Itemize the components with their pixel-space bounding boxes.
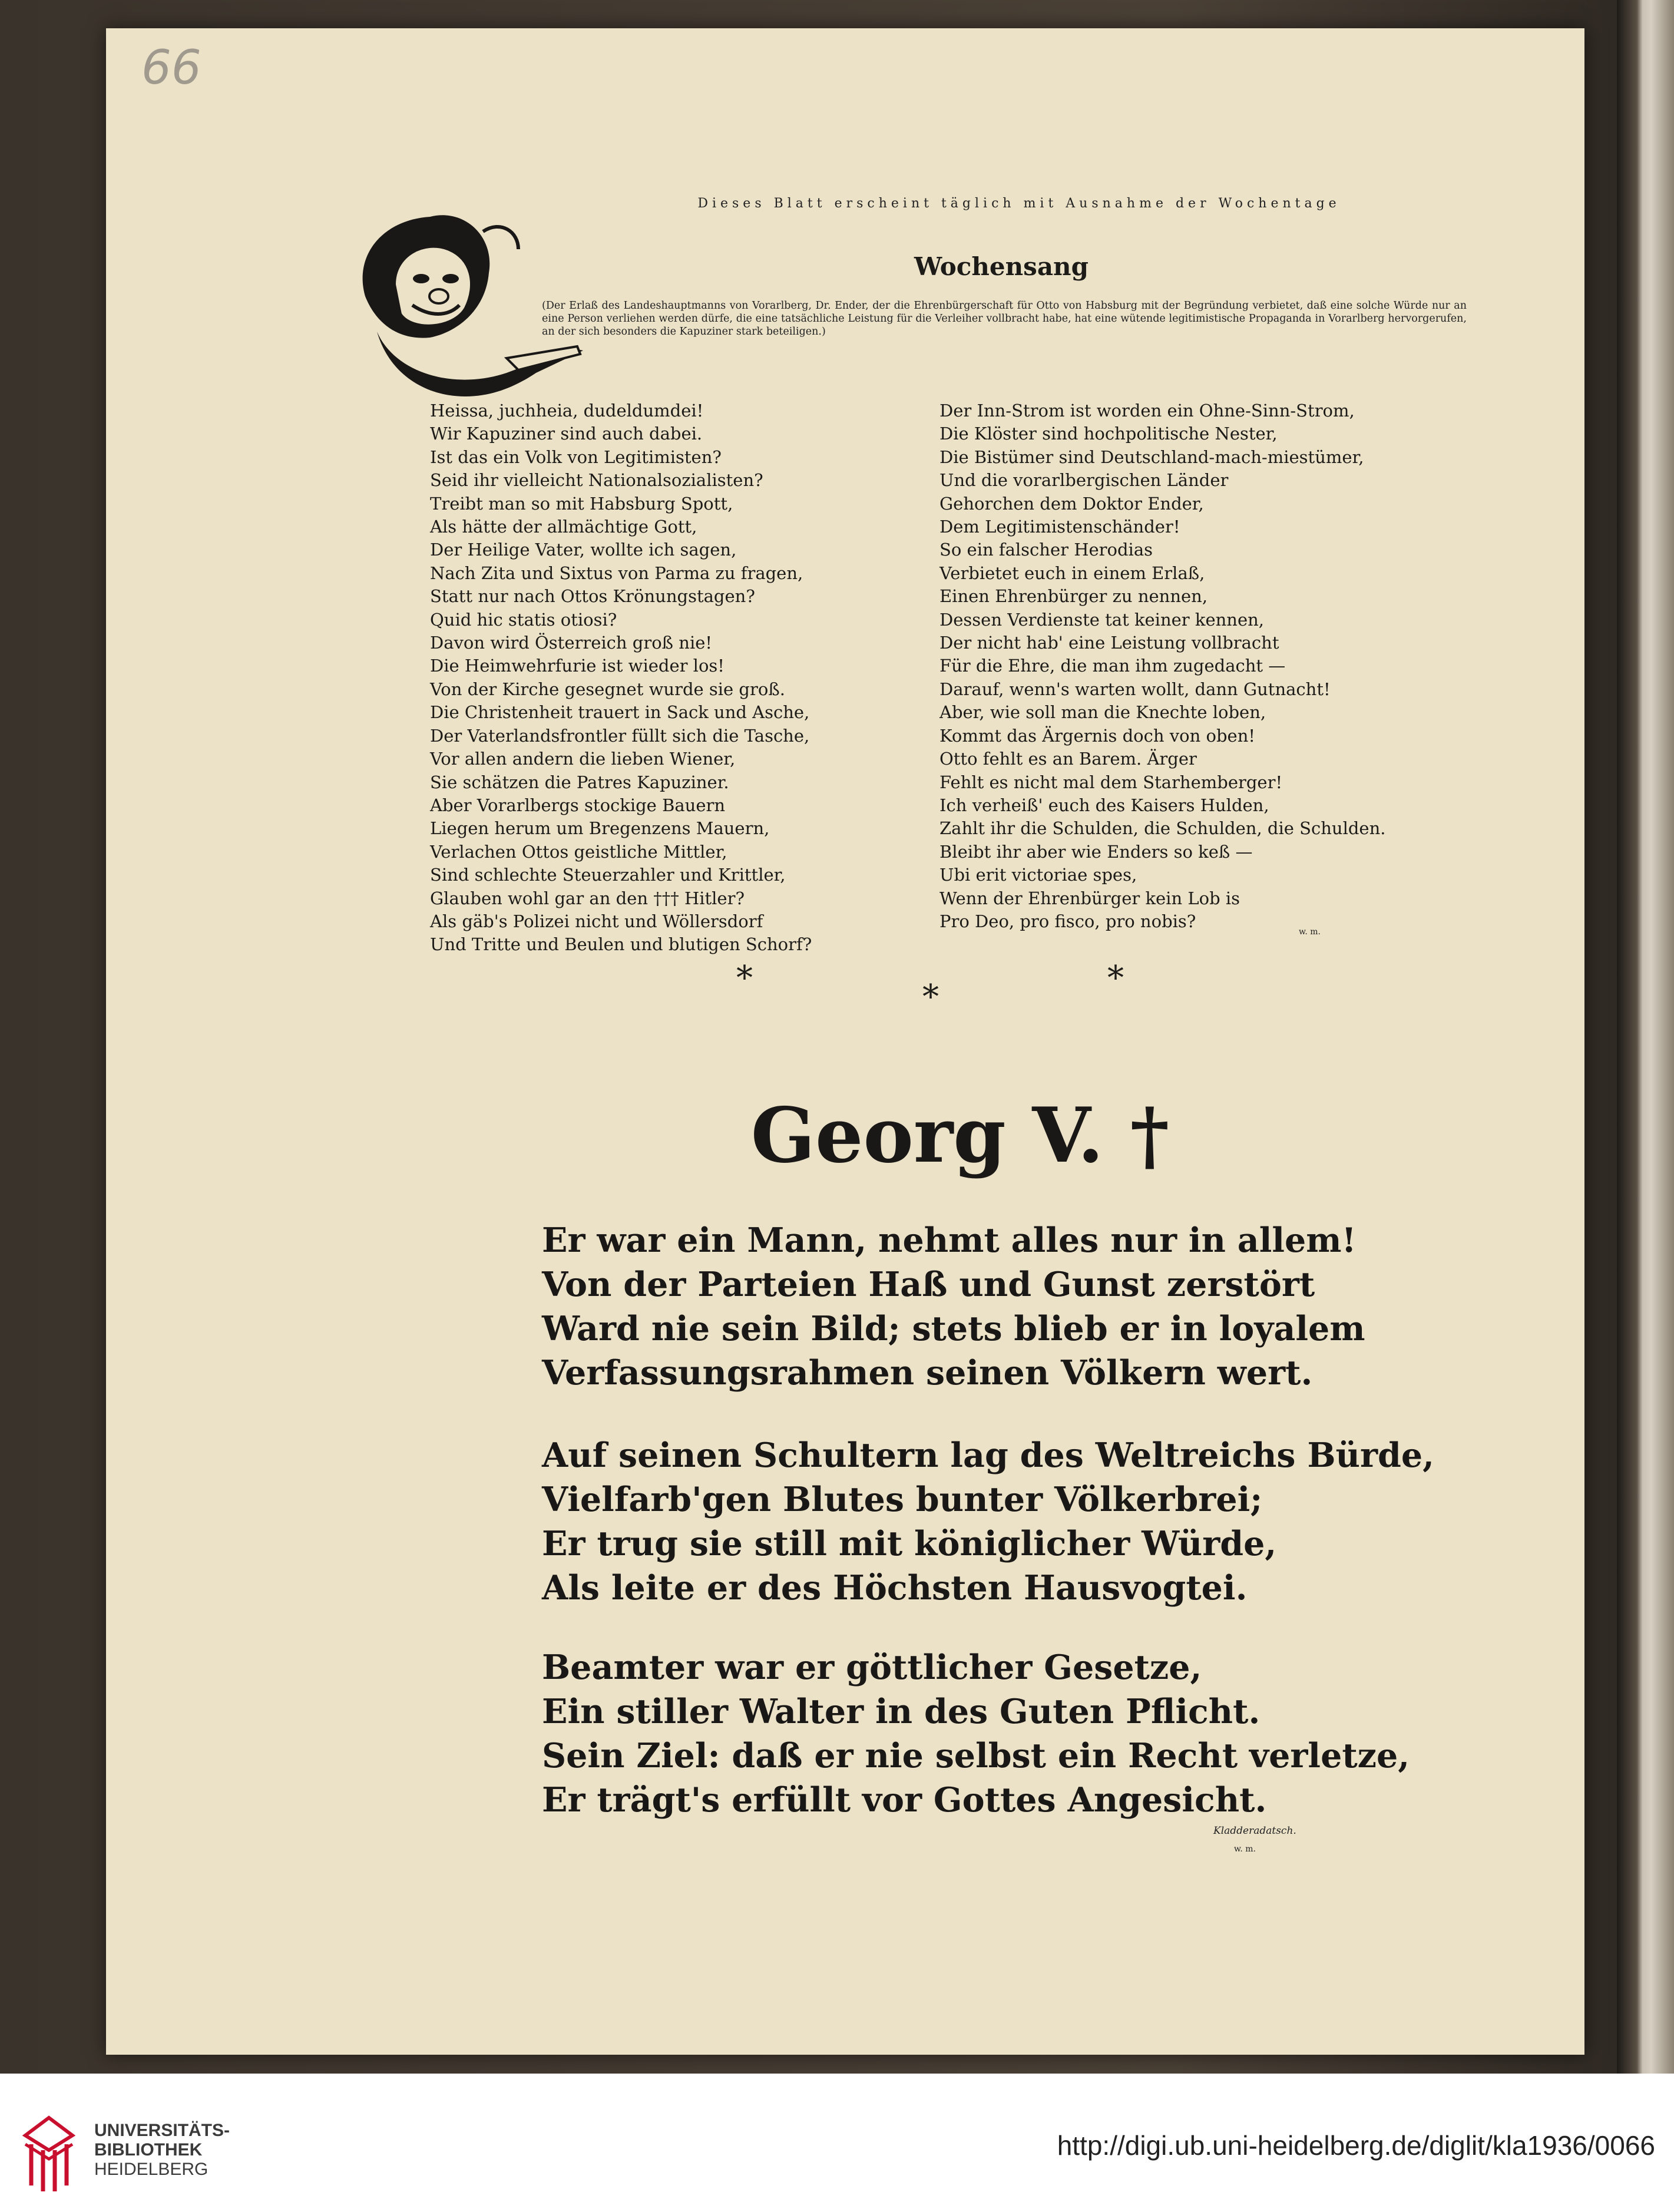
poem-line: Als gäb's Polizei nicht und Wöllersdorf xyxy=(430,911,763,931)
poem-signature: w. m. xyxy=(1299,927,1321,937)
poem-line: Pro Deo, pro fisco, pro nobis? xyxy=(939,911,1196,931)
poem-line: Er trägt's erfüllt vor Gottes Angesicht. xyxy=(542,1780,1267,1820)
poem-line: Wir Kapuziner sind auch dabei. xyxy=(430,424,703,444)
poem-line: Die Klöster sind hochpolitische Nester, xyxy=(939,424,1278,444)
poem-line: Liegen herum um Bregenzens Mauern, xyxy=(430,818,770,839)
poem-column-right xyxy=(939,399,1529,933)
poem-stanza xyxy=(542,1433,1434,1610)
poem-line: Nach Zita und Sixtus von Parma zu fragen, xyxy=(430,563,803,583)
poem-line: Treibt man so mit Habsburg Spott, xyxy=(430,493,733,514)
separator-asterisk-left: * xyxy=(736,959,753,997)
poem-line: Von der Kirche gesegnet wurde sie groß. xyxy=(430,679,785,699)
poem-line: Der Heilige Vater, wollte ich sagen, xyxy=(430,540,737,560)
separator-asterisk-right: * xyxy=(1107,959,1124,997)
poem-title-wochensang: Wochensang xyxy=(914,252,1089,281)
university-library-logo-icon xyxy=(16,2112,81,2194)
poem-column-left xyxy=(430,399,913,957)
poem-line: Otto fehlt es an Barem. Ärger xyxy=(939,749,1197,769)
poem-line: Er trug sie still mit königlicher Würde, xyxy=(542,1524,1277,1563)
poem-line: Vor allen andern die lieben Wiener, xyxy=(430,749,736,769)
poem-line: Verbietet euch in einem Erlaß, xyxy=(939,563,1205,583)
newspaper-page xyxy=(106,28,1584,2055)
poem-line: Ein stiller Walter in des Guten Pflicht. xyxy=(542,1692,1261,1731)
permalink-url[interactable]: http://digi.ub.uni-heidelberg.de/diglit/kla1936/0066 xyxy=(1057,2130,1655,2161)
library-name-line: UNIVERSITÄTS- xyxy=(94,2121,230,2140)
poem-stanza xyxy=(542,1645,1410,1822)
poem-signature: w. m. xyxy=(1234,1844,1256,1854)
poem-line: Einen Ehrenbürger zu nennen, xyxy=(939,586,1208,607)
poem-line: Davon wird Österreich groß nie! xyxy=(430,633,713,653)
poem-line: Zahlt ihr die Schulden, die Schulden, die Schulden. xyxy=(939,818,1386,839)
separator-asterisk-center: * xyxy=(922,978,939,1016)
library-name-line: BIBLIOTHEK xyxy=(94,2140,203,2160)
library-name-line: HEIDELBERG xyxy=(94,2160,209,2179)
poem-line: Für die Ehre, die man ihm zugedacht — xyxy=(939,656,1286,676)
poem-line: Aber Vorarlbergs stockige Bauern xyxy=(430,795,726,815)
header-tagline: Dieses Blatt erscheint täglich mit Ausnahme der Wochentage xyxy=(697,196,1341,211)
poem-line: Der Inn-Strom ist worden ein Ohne-Sinn-Strom, xyxy=(939,401,1355,421)
poem-line: Verfassungsrahmen seinen Völkern wert. xyxy=(542,1353,1313,1393)
poem-line: Wenn der Ehrenbürger kein Lob is xyxy=(939,888,1240,908)
poem-line: Die Christenheit trauert in Sack und Asche, xyxy=(430,702,810,723)
library-name xyxy=(94,2121,230,2179)
poem-line: Heissa, juchheia, dudeldumdei! xyxy=(430,401,704,421)
poem-line: Kommt das Ärgernis doch von oben! xyxy=(939,725,1256,746)
poem-line: Als leite er des Höchsten Hausvogtei. xyxy=(542,1568,1248,1608)
poem-line: Seid ihr vielleicht Nationalsozialisten? xyxy=(430,470,763,491)
poem-line: Ward nie sein Bild; stets blieb er in loyalem xyxy=(542,1309,1365,1348)
poem-source: Kladderadatsch. xyxy=(1213,1825,1296,1837)
poem-line: Auf seinen Schultern lag des Weltreichs Bürde, xyxy=(542,1436,1434,1475)
poem-line: Dem Legitimistenschänder! xyxy=(939,517,1180,537)
poem-line: Darauf, wenn's warten wollt, dann Gutnacht! xyxy=(939,679,1331,699)
poem-line: Fehlt es nicht mal dem Starhemberger! xyxy=(939,772,1283,792)
poem-line: Ist das ein Volk von Legitimisten? xyxy=(430,447,722,467)
poem-line: Der Vaterlandsfrontler füllt sich die Tasche, xyxy=(430,725,810,746)
poem-line: Die Bistümer sind Deutschland-mach-miestümer, xyxy=(939,447,1364,467)
poem-line: Dessen Verdienste tat keiner kennen, xyxy=(939,609,1265,630)
poem-line: Sind schlechte Steuerzahler und Krittler, xyxy=(430,865,786,885)
poem-title-georg: Georg V. † xyxy=(750,1092,1170,1180)
poem-line: Aber, wie soll man die Knechte loben, xyxy=(939,702,1266,723)
poem-line: Der nicht hab' eine Leistung vollbracht xyxy=(939,633,1279,653)
poem-line: Verlachen Ottos geistliche Mittler, xyxy=(430,841,727,862)
poem-introduction-note: (Der Erlaß des Landeshauptmanns von Vorarlberg, Dr. Ender, der die Ehrenbürgerschaft für Otto von Habsburg mit der Begründung verbietet, daß eine solche Würde nur an eine Person verliehen werden dürfe, die eine tatsächliche Leistung für die Verleiher vollbracht habe, hat eine wütende legitimistische Propaganda in Vorarlberg hervorgerufen, an der sich besonders die Kapuziner stark beteiligen.) xyxy=(542,300,1467,338)
poem-line: Vielfarb'gen Blutes bunter Völkerbrei; xyxy=(542,1480,1263,1519)
poem-line: Sein Ziel: daß er nie selbst ein Recht verletze, xyxy=(542,1736,1410,1775)
poem-line: Als hätte der allmächtige Gott, xyxy=(430,517,697,537)
poem-line: Glauben wohl gar an den ††† Hitler? xyxy=(430,888,745,908)
poem-line: Gehorchen dem Doktor Ender, xyxy=(939,493,1204,514)
poem-line: Quid hic statis otiosi? xyxy=(430,609,617,630)
poem-line: Und die vorarlbergischen Länder xyxy=(939,470,1229,491)
page-number-mark: 66 xyxy=(141,40,201,95)
poem-line: Und Tritte und Beulen und blutigen Schorf? xyxy=(430,934,812,955)
poem-line: Statt nur nach Ottos Krönungstagen? xyxy=(430,586,755,607)
poem-line: Sie schätzen die Patres Kapuziner. xyxy=(430,772,729,792)
poem-line: So ein falscher Herodias xyxy=(939,540,1153,560)
poem-line: Ubi erit victoriae spes, xyxy=(939,865,1137,885)
poem-line: Ich verheiß' euch des Kaisers Hulden, xyxy=(939,795,1269,815)
poem-line: Die Heimwehrfurie ist wieder los! xyxy=(430,656,724,676)
poem-line: Bleibt ihr aber wie Enders so keß — xyxy=(939,841,1253,862)
poem-line: Beamter war er göttlicher Gesetze, xyxy=(542,1648,1202,1687)
library-footer xyxy=(0,2074,1674,2212)
poem-line: Von der Parteien Haß und Gunst zerstört xyxy=(542,1265,1315,1304)
poem-stanza xyxy=(542,1218,1365,1395)
book-binding-edge xyxy=(1617,0,1674,2074)
poem-line: Er war ein Mann, nehmt alles nur in allem! xyxy=(542,1221,1357,1260)
